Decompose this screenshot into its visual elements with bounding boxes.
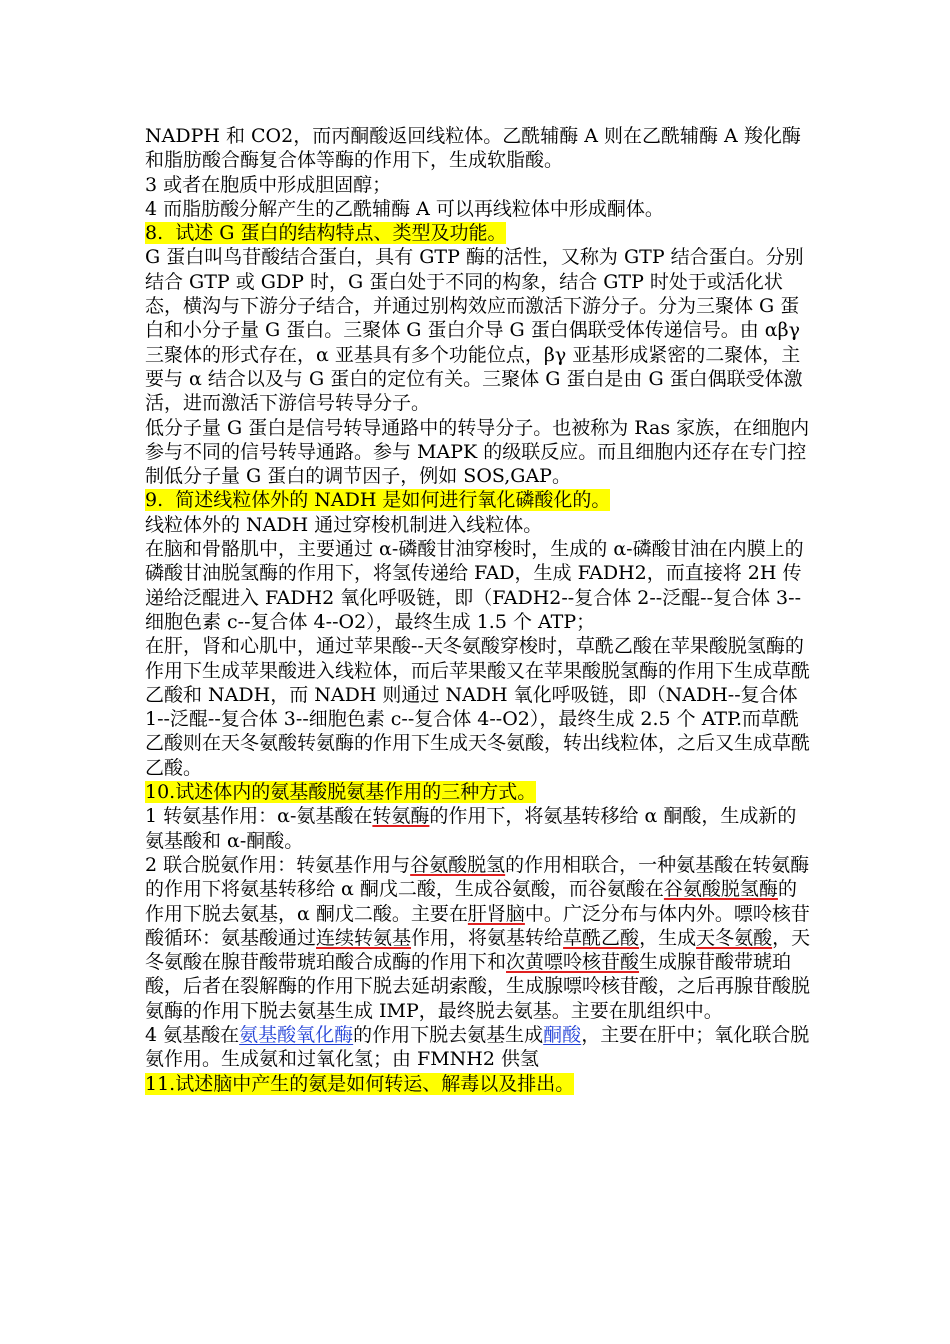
underlined-term: 谷氨酸脱氢 [410,853,506,876]
text-run: 4 氨基酸在 [145,1023,240,1046]
underlined-term: 天冬氨酸 [696,926,773,949]
paragraph [145,634,813,780]
underlined-term: 连续转氨基 [316,926,412,949]
underlined-term: 次黄嘌呤核苷酸 [506,951,640,974]
section-heading [145,488,813,512]
underlined-term: 转氨酶 [372,805,430,828]
text-run: NADPH 和 CO2，而丙酮酸返回线粒体。乙酰辅酶 A 则在乙酰辅酶 A 羧化酶和脂肪酸合酶复合体等酶的作用下，生成软脂酸。 [145,125,801,172]
text-run: 的作用下脱去氨基生成 [353,1023,544,1046]
text-run: 在脑和骨骼肌中，主要通过 α-磷酸甘油穿梭时，生成的 α-磷酸甘油在内膜上的磷酸甘油脱氢酶的作用下，将氢传递给 FAD，生成 FADH2，而直接将 2H 传递给泛醌进入 FADH2 氧化呼吸链，即（FADH2--复合体 2--泛醌--复合体 3--细胞色素 c--复合体 4--O2），最终生成 1.5 个 ATP； [145,538,804,633]
paragraph [145,537,813,634]
text-run: 低分子量 G 蛋白是信号转导通路中的转导分子。也被称为 Ras 家族，在细胞内参与不同的信号转导通路。参与 MAPK 的级联反应。而且细胞内还存在专门控制低分子量 G 蛋白的调节因子，例如 SOS,GAP。 [145,416,810,488]
text-run: 中。广泛分布与体内外。嘌呤核苷酸循环：氨基酸通过 [145,902,810,949]
text-run: ，生成 [639,926,697,949]
text-run: G 蛋白叫鸟苷酸结合蛋白，具有 GTP 酶的活性，又称为 GTP 结合蛋白。分别结合 GTP 或 GDP 时，G 蛋白处于不同的构象，结合 GTP 时处于或活化状态，横沟与下游分子结合，并通过别构效应而激活下游分子。分为三聚体 G 蛋白和小分子量 G 蛋白。三聚体 G 蛋白介导 G 蛋白偶联受体传递信号。由 αβγ 三聚体的形式存在，α 亚基具有多个功能位点，βγ 亚基形成紧密的二聚体，主要与 α 结合以及与 G 蛋白的定位有关。三聚体 G 蛋白是由 G 蛋白偶联受体激活，进而激活下游信号转导分子。 [145,246,807,415]
paragraph [145,804,813,853]
section-heading [145,1072,813,1096]
paragraph [145,513,813,537]
text-run: 作用，将氨基转给 [411,926,564,949]
hyperlink[interactable]: 氨基酸氧化酶 [239,1023,354,1046]
text-run: 1 转氨基作用：α-氨基酸在 [145,805,373,828]
heading-text: 10.试述体内的氨基酸脱氨基作用的三种方式。 [145,781,537,804]
text-run: ，天冬氨酸在腺苷酸带琥珀酸合成酶的作用下和 [145,926,811,974]
heading-text: 11.试述脑中产生的氨是如何转运、解毒以及排出。 [145,1072,575,1095]
underlined-term: 肝肾脑 [467,902,525,925]
text-run: 生成腺苷酸带琥珀酸，后者在裂解酶的作用下脱去延胡索酸，生成腺嘌呤核苷酸，之后再腺苷酸脱氨酶的作用下脱去氨基生成 IMP，最终脱去氨基。主要在肌组织中。 [145,951,811,1022]
text-run: 4 而脂肪酸分解产生的乙酰辅酶 A 可以再线粒体中形成酮体。 [145,197,664,220]
section-heading [145,780,813,804]
underlined-term: 谷氨酸脱氢酶 [663,878,778,901]
hyperlink[interactable]: 酮酸 [543,1023,582,1046]
heading-text: 9. 简述线粒体外的 NADH 是如何进行氧化磷酸化的。 [145,489,611,512]
text-run: 3 或者在胞质中形成胆固醇； [145,173,392,196]
paragraph [145,853,813,1023]
text-run: 在肝，肾和心肌中，通过苹果酸--天冬氨酸穿梭时，草酰乙酸在苹果酸脱氢酶的作用下生成苹果酸进入线粒体，而后苹果酸又在苹果酸脱氢酶的作用下生成草酰乙酸和 NADH，而 NADH 则通过 NADH 氧化呼吸链，即（NADH--复合体 1--泛醌--复合体 3--细胞色素 c--复合体 4--O2），最终生成 2.5 个 ATP.而草酰乙酸则在天冬氨酸转氨酶的作用下生成天冬氨酸，转出线粒体，之后又生成草酰乙酸。 [145,635,811,779]
text-run: 2 联合脱氨作用：转氨基作用与 [145,853,411,876]
underlined-term: 草酰乙酸 [563,926,640,949]
text-run: 的作用下脱去氨基，α 酮戊二酸。主要在 [145,878,797,925]
section-heading [145,221,813,245]
text-run: 的作用下，将氨基转移给 α 酮酸，生成新的氨基酸和 α-酮酸。 [145,805,797,852]
heading-text: 8. 试述 G 蛋白的结构特点、类型及功能。 [145,222,507,245]
document-page [145,124,813,1096]
text-run: 的作用相联合，一种氨基酸在转氨酶的作用下将氨基转移给 α 酮戊二酸，生成谷氨酸，而谷氨酸在 [145,853,810,901]
text-run: 线粒体外的 NADH 通过穿梭机制进入线粒体。 [145,513,543,536]
paragraph [145,173,813,197]
paragraph [145,124,813,173]
paragraph [145,416,813,489]
paragraph [145,197,813,221]
paragraph [145,1023,813,1072]
paragraph [145,245,813,415]
text-run: ，主要在肝中；氧化联合脱氨作用。生成氨和过氧化氢；由 FMNH2 供氢 [145,1023,810,1071]
